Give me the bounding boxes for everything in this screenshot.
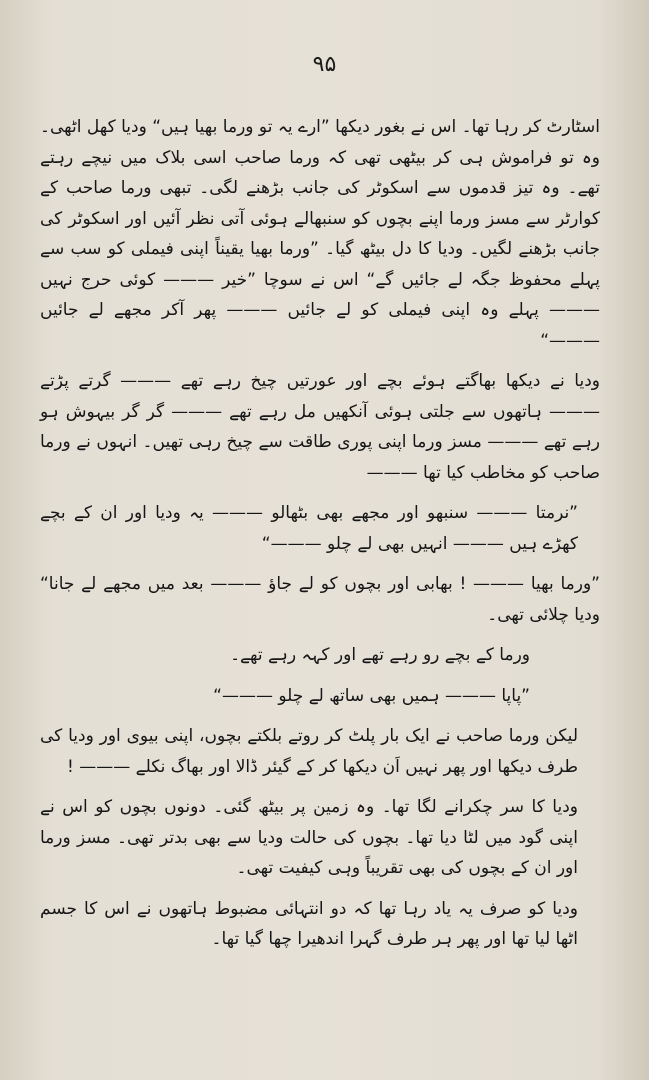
- paragraph: ودیا نے دیکھا بھاگتے ہوئے بچے اور عورتیں چیخ رہے تھے ——— گرتے پڑتے ——— ہاتھوں سے جلتی ہوئی آنکھیں مل رہے تھے ——— گر گر بیہوش ہو رہے تھے ——— مسز ورما اپنی پوری طاقت سے چیخ رہی تھیں۔ انہوں نے ورما صاحب کو مخاطب کیا تھا ———: [40, 371, 600, 483]
- dialogue-paragraph: ”پاپا ——— ہمیں بھی ساتھ لے چلو ———“: [213, 685, 530, 706]
- paragraph: ودیا کا سر چکرانے لگا تھا۔ وہ زمین پر بیٹھ گئی۔ دونوں بچوں کو اس نے اپنی گود میں لٹا دیا تھا۔ بچوں کی حالت ودیا سے بھی بدتر تھی۔ مسز ورما اور ان کے بچوں کی بھی تقریباً وہی کیفیت تھی۔: [40, 797, 578, 878]
- dialogue-paragraph: ”نرمتا ——— سنبھو اور مجھے بھی بٹھالو ——— یہ ودیا اور ان کے بچے کھڑے ہیں ——— انہیں بھی لے چلو ———“: [40, 503, 578, 554]
- paragraph: ودیا کو صرف یہ یاد رہا تھا کہ دو انتہائی مضبوط ہاتھوں نے اس کا جسم اٹھا لیا تھا اور پھر ہر طرف گہرا اندھیرا چھا گیا تھا۔: [40, 898, 578, 949]
- paragraph: اسٹارٹ کر رہا تھا۔ اس نے بغور دیکھا ”ارے یہ تو ورما بھیا ہیں“ ودیا کھل اٹھی۔ وہ تو فراموش ہی کر بیٹھی تھی کہ ورما صاحب اسی بلاک میں نیچے رہتے تھے۔ وہ تیز قدموں سے اسکوٹر کی جانب بڑھنے لگی۔ تبھی ورما صاحب کے کوارٹر سے مسز ورما اپنے بچوں کو سنبھالے ہوئی آتی نظر آئیں اور اسکوٹر کی جانب بڑھنے لگیں۔ ودیا کا دل بیٹھ گیا۔ ”ورما بھیا یقیناً اپنی فیملی کو سب سے پہلے محفوظ جگہ لے جائیں گے“ اس نے سوچا ”خیر ——— کوئی حرج نہیں ——— پہلے وہ اپنی فیملی کو لے جائیں ——— پھر آکر مجھے لے جائیں ———“: [40, 117, 600, 351]
- dialogue-paragraph: ”ورما بھیا ——— ! بھابی اور بچوں کو لے جاؤ ——— بعد میں مجھے لے جانا“ ودیا چلائی تھی۔: [40, 574, 600, 625]
- paragraph: لیکن ورما صاحب نے ایک بار پلٹ کر روتے بلکتے بچوں، اپنی بیوی اور ودیا کی طرف دیکھا اور پھر نہیں اَن دیکھا کر کے گیئر ڈالا اور بھاگ نکلے ——— !: [40, 726, 578, 777]
- paragraph: ورما کے بچے رو رہے تھے اور کہہ رہے تھے۔: [230, 645, 530, 665]
- page-body: [40, 112, 600, 955]
- page-number: ۹۵: [312, 52, 337, 77]
